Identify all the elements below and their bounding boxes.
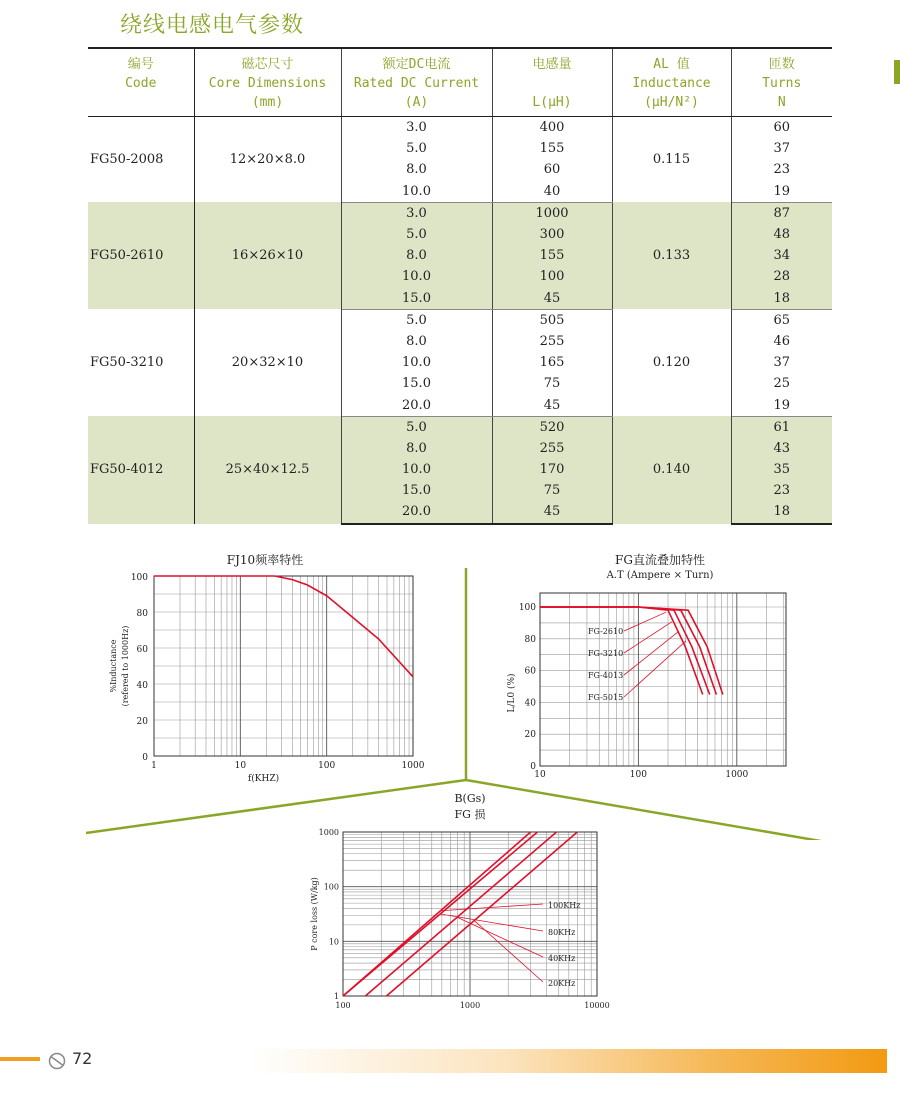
- legend-label: FG-4013: [588, 671, 624, 680]
- cell-inductance: 75: [492, 480, 612, 501]
- cell-turns: 35: [731, 459, 832, 480]
- legend-leader-line: [474, 921, 543, 982]
- cell-turns: 18: [731, 501, 832, 523]
- cell-core-dimensions: 16×26×10: [194, 202, 341, 309]
- cell-inductance: 75: [492, 373, 612, 394]
- header-en: Rated DC Current: [353, 76, 480, 91]
- y-tick-label: 100: [518, 603, 536, 613]
- cell-rated-current: 8.0: [341, 245, 492, 266]
- header-en: Turns: [762, 76, 802, 91]
- y-tick-label: 10: [328, 937, 339, 947]
- legend-label: 100KHz: [548, 901, 581, 910]
- y-tick-label: 1: [333, 992, 339, 1001]
- legend-label: 40KHz: [548, 954, 576, 963]
- cell-inductance: 155: [492, 138, 612, 159]
- cell-al-value: 0.120: [612, 309, 731, 416]
- legend-leader-line: [624, 641, 686, 697]
- legend-leader-line: [624, 631, 679, 675]
- y-tick-label: 80: [136, 609, 148, 619]
- cell-turns: 19: [731, 181, 832, 203]
- x-tick-label: 100: [629, 770, 647, 780]
- table-row: [88, 309, 832, 331]
- series-line: [386, 832, 577, 996]
- chart-fgdc-title: FG直流叠加特性: [615, 553, 705, 567]
- header-cn: 磁芯尺寸: [241, 57, 294, 72]
- legend-label: FG-5015: [588, 693, 624, 702]
- cell-rated-current: 5.0: [341, 416, 492, 438]
- table-header-row: [88, 48, 832, 117]
- x-tick-label: 1000: [459, 1001, 481, 1010]
- cell-inductance: 60: [492, 159, 612, 180]
- col-rated-current: [341, 48, 492, 117]
- cell-inductance: 520: [492, 416, 612, 438]
- y-tick-label: 1000: [318, 828, 339, 837]
- cell-inductance: 45: [492, 288, 612, 310]
- cell-inductance: 1000: [492, 202, 612, 224]
- legend-label: 20KHz: [548, 979, 576, 988]
- x-tick-label: 100: [318, 761, 336, 771]
- cell-turns: 48: [731, 224, 832, 245]
- cell-turns: 18: [731, 288, 832, 310]
- cell-rated-current: 20.0: [341, 501, 492, 523]
- page-title: 绕线电感电气参数: [120, 13, 305, 38]
- y-tick-label: 40: [524, 698, 536, 709]
- y-tick-label: 80: [524, 634, 536, 645]
- cell-core-dimensions: 20×32×10: [194, 309, 341, 416]
- cell-code: FG50-3210: [88, 309, 194, 416]
- cell-turns: 25: [773, 376, 791, 392]
- cell-inductance: 505: [492, 309, 612, 331]
- x-tick-label: 100: [335, 1001, 351, 1010]
- y-axis-label: %Inductance: [109, 639, 118, 693]
- x-axis-label: f(KHZ): [247, 774, 280, 784]
- header-cn: 电感量: [532, 57, 572, 72]
- cell-al-value: 0.133: [612, 202, 731, 309]
- col-core-dimensions: [194, 48, 341, 117]
- cell-inductance: 400: [492, 117, 612, 139]
- cell-turns: 37: [773, 355, 791, 371]
- cell-core-dimensions: 12×20×8.0: [194, 117, 341, 203]
- cell-inductance: 255: [492, 331, 612, 352]
- cell-rated-current: 10.0: [341, 266, 492, 287]
- chart-fj10-title: FJ10频率特性: [226, 553, 304, 567]
- legend-label: FG-3210: [588, 649, 624, 658]
- col-inductance: [492, 48, 612, 117]
- col-al-value: [612, 48, 731, 117]
- cell-turns: 46: [773, 333, 791, 349]
- series-line: [540, 607, 723, 695]
- cell-turns: 28: [731, 266, 832, 287]
- spec-table-body: [88, 117, 832, 524]
- header-unit: L(μH): [532, 95, 572, 110]
- y-axis-label: (refered to 1000Hz): [121, 625, 130, 707]
- header-unit: (mm): [251, 95, 284, 110]
- table-row: [88, 202, 832, 224]
- cell-rated-current: 3.0: [341, 202, 492, 224]
- cell-rated-current: 8.0: [341, 438, 492, 459]
- cell-core-dimensions: 25×40×12.5: [194, 416, 341, 523]
- cell-inductance: 165: [492, 352, 612, 373]
- col-turns: [731, 48, 832, 117]
- table-row: [88, 416, 832, 438]
- x-tick-label: 10: [234, 761, 247, 771]
- chart-fgloss: [305, 822, 625, 1018]
- series-line: [540, 607, 710, 695]
- header-cn: AL 值: [653, 57, 690, 72]
- x-tick-label: 1000: [401, 761, 425, 771]
- cell-turns: 37: [773, 141, 791, 157]
- y-tick-label: 0: [142, 753, 148, 763]
- legend-leader-line: [624, 612, 666, 631]
- legend-label: 80KHz: [548, 928, 576, 937]
- cell-turns: 43: [731, 438, 832, 459]
- header-en: [493, 74, 612, 93]
- cell-rated-current: 10.0: [341, 352, 492, 373]
- cell-inductance: 40: [492, 181, 612, 203]
- header-en: Code: [125, 76, 157, 91]
- header-unit: N: [777, 95, 786, 110]
- chart-fgdc-subtitle: A.T (Ampere × Turn): [606, 570, 714, 581]
- y-axis-label: P core loss (W/kg): [310, 877, 319, 951]
- cell-al-value: 0.140: [612, 416, 731, 523]
- chart-fgloss-top-label: B(Gs): [454, 792, 486, 805]
- header-cn: 额定DC电流: [382, 57, 451, 72]
- plot-frame: [540, 593, 786, 766]
- cell-turns: 60: [773, 120, 791, 136]
- y-tick-label: 20: [524, 730, 536, 741]
- x-tick-label: 10: [534, 770, 546, 780]
- cell-inductance: 45: [492, 394, 612, 416]
- cell-rated-current: 3.0: [341, 117, 492, 139]
- no-symbol-icon: [48, 1052, 66, 1070]
- cell-rated-current: 8.0: [341, 159, 492, 180]
- y-tick-label: 60: [136, 645, 148, 655]
- table-row: [88, 117, 832, 139]
- cell-rated-current: 20.0: [341, 394, 492, 416]
- cell-turns: 34: [731, 245, 832, 266]
- cell-turns: 19: [731, 394, 832, 416]
- cell-rated-current: 15.0: [341, 480, 492, 501]
- header-unit: (A): [404, 95, 429, 110]
- cell-turns: 61: [731, 416, 832, 438]
- cell-rated-current: 15.0: [341, 288, 492, 310]
- chart-fgloss-title: FG 损: [454, 808, 486, 821]
- cell-rated-current: 5.0: [341, 224, 492, 245]
- cell-code: FG50-2610: [88, 202, 194, 309]
- footer-gradient-bar: [250, 1049, 887, 1073]
- cell-inductance: 255: [492, 438, 612, 459]
- y-tick-label: 100: [130, 573, 148, 583]
- cell-turns: 65: [773, 312, 791, 328]
- cell-turns: 23: [731, 480, 832, 501]
- col-code: [88, 48, 194, 117]
- y-tick-label: 40: [136, 681, 148, 691]
- cell-rated-current: 5.0: [341, 138, 492, 159]
- spec-table: [88, 47, 832, 525]
- cell-rated-current: 10.0: [341, 459, 492, 480]
- header-cn: 编号: [127, 57, 154, 72]
- header-cn: 匝数: [768, 57, 795, 72]
- header-unit: (μH/N²): [644, 95, 699, 110]
- cell-rated-current: 10.0: [341, 181, 492, 203]
- legend-leader-line: [624, 622, 672, 653]
- y-tick-label: 20: [136, 717, 148, 727]
- footer-accent-bar: [0, 1057, 40, 1061]
- cell-inductance: 155: [492, 245, 612, 266]
- legend-label: FG-2610: [588, 627, 624, 636]
- page-number: 72: [72, 1049, 93, 1068]
- cell-turns: 87: [731, 202, 832, 224]
- series-line: [540, 607, 716, 695]
- y-tick-label: 60: [524, 666, 536, 677]
- y-tick-label: 100: [323, 882, 339, 892]
- cell-al-value: 0.115: [612, 117, 731, 203]
- legend-leader-line: [440, 914, 543, 931]
- x-tick-label: 1000: [725, 770, 749, 780]
- x-tick-label: 1: [151, 761, 157, 771]
- cell-rated-current: 8.0: [341, 331, 492, 352]
- header-unit: [88, 93, 194, 112]
- cell-inductance: 300: [492, 224, 612, 245]
- side-tab-marker: [894, 60, 900, 84]
- cell-inductance: 100: [492, 266, 612, 287]
- header-en: Inductance: [632, 76, 711, 91]
- y-tick-label: 0: [530, 762, 536, 772]
- header-en: Core Dimensions: [208, 76, 327, 91]
- y-axis-label: L/L0 (%): [507, 673, 517, 713]
- cell-turns: 23: [773, 162, 791, 178]
- cell-code: FG50-4012: [88, 416, 194, 523]
- series-line: [365, 832, 556, 996]
- chart-fgdc: [498, 585, 798, 785]
- cell-inductance: 45: [492, 501, 612, 523]
- cell-rated-current: 5.0: [341, 309, 492, 331]
- cell-code: FG50-2008: [88, 117, 194, 203]
- x-tick-label: 10000: [584, 1001, 610, 1010]
- cell-rated-current: 15.0: [341, 373, 492, 394]
- cell-inductance: 170: [492, 459, 612, 480]
